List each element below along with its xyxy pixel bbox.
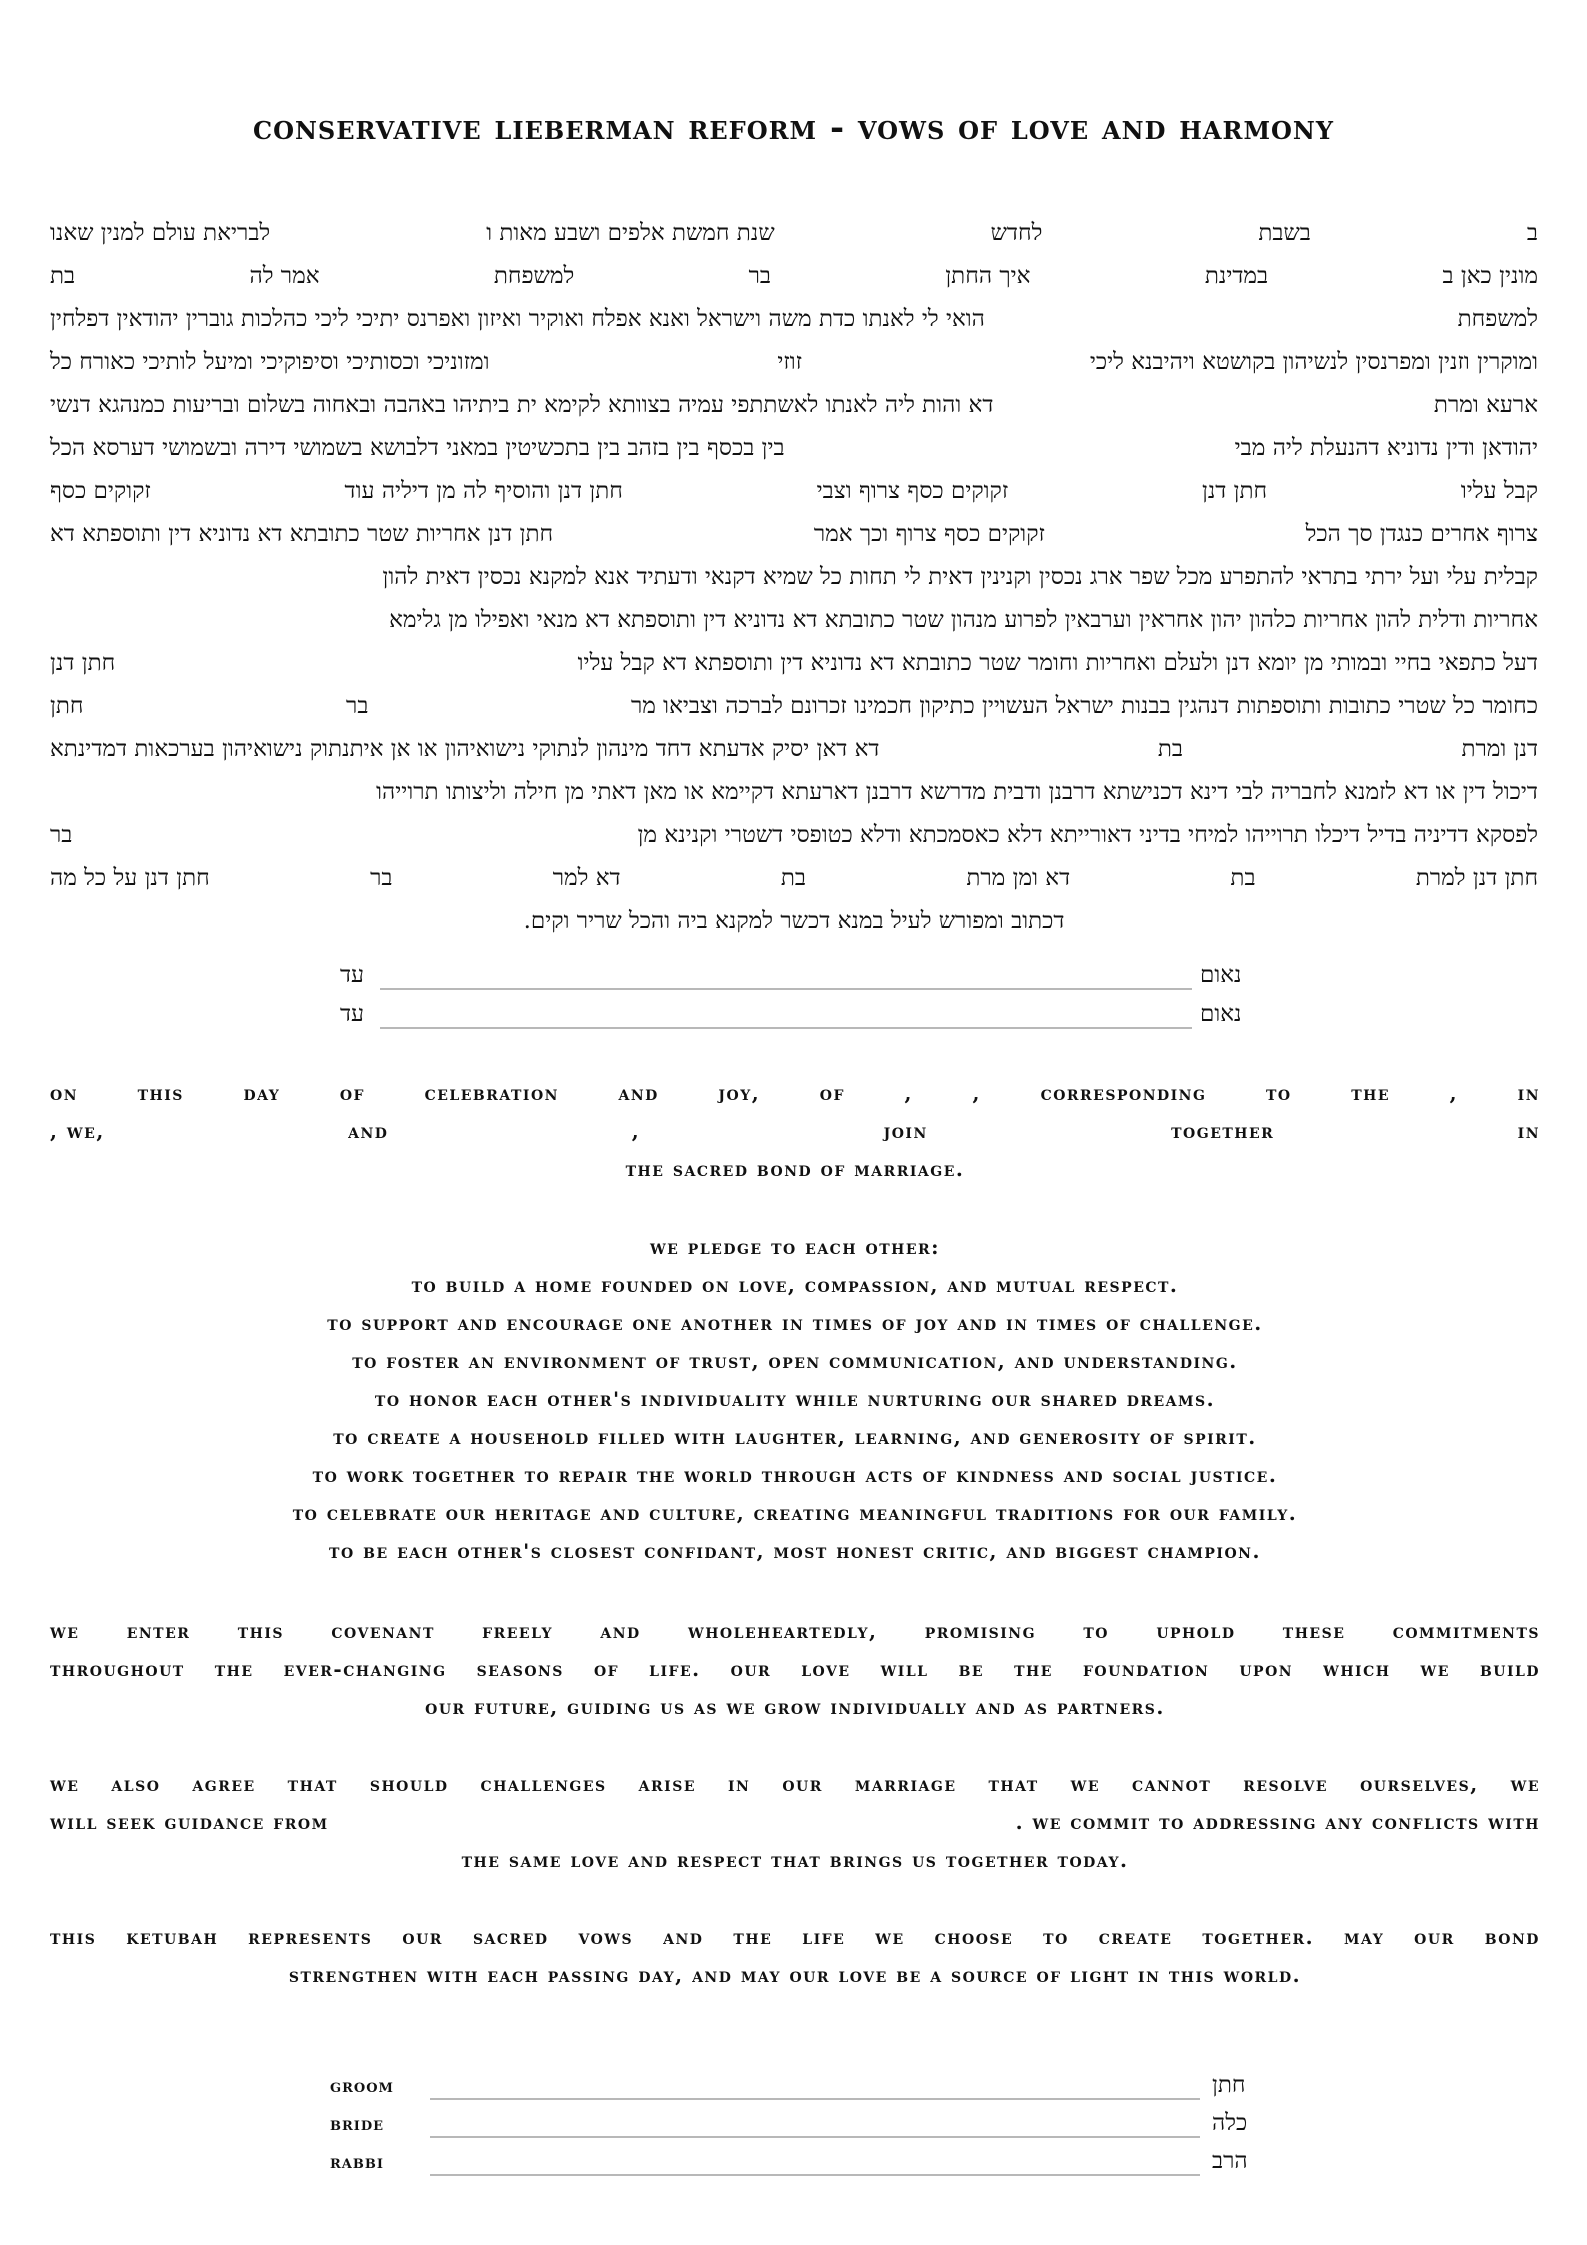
text-segment: resolve [1243, 1772, 1329, 1796]
text-segment: זקוקים כסף צרוף וצבי [816, 478, 1009, 504]
text-segment: חתן דנן על כל מה [50, 865, 210, 891]
text-segment: will seek guidance from [50, 1810, 329, 1834]
text-segment: join [883, 1119, 928, 1143]
text-segment: דנן ומרת [1461, 736, 1539, 762]
text-segment: ארעא ומרת [1433, 392, 1538, 418]
text-segment: the [733, 1925, 773, 1949]
text-segment: בר [50, 822, 73, 848]
text-segment: this [137, 1081, 184, 1105]
text-segment: that [988, 1772, 1039, 1796]
text-segment: upon [1239, 1657, 1294, 1681]
text-segment: דא והות ליה לאנתו לאשתתפי עמיה בצוותא לקימא ית ביתיהו באהבה ובאחוה בשלום ובריעות כמנהגא דנשי [50, 392, 994, 418]
hebrew-line [50, 255, 1538, 298]
text-segment: love [801, 1657, 851, 1681]
text-segment: איך החתן [945, 263, 1031, 289]
signature-groom [0, 2068, 1587, 2106]
text-segment: לפסקא דדיניה בדיל דיכלו תרוייהו למיחי בדיני דאורייתא דלא כאסמכתא ודלא כטופסי דשטרי וקנינא מן [637, 822, 1538, 848]
text-segment: קבלית עלי ועל ירתי בתראי להתפרע מכל שפר ארג נכסין וקנינין דאית לי תחות כל שמיא דקנאי ודעתיד אנא למקנא נכסין דאית להון [382, 564, 1538, 590]
text-segment: strengthen with each passing day, and may our love be a source of light in this world. [288, 1963, 1302, 1987]
covenant-line [50, 1688, 1540, 1726]
text-segment: we [50, 1619, 80, 1643]
text-segment: אחריות ודלית להון אחריות כלהון יהון אחראין וערבאין לפרוע מנהון שטר כתובתא דא נדוניא דין ותוספתא דא מנאי ואפילו מן גלימא [389, 607, 1538, 633]
pledge-item: to work together to repair the world through acts of kindness and social justice. [312, 1463, 1278, 1487]
text-segment: of [819, 1081, 845, 1105]
text-segment: דעל כתפאי בחיי ובמותי מן יומא דנן ולעלם ואחריות וחומר שטר כתובתא דא נדוניא דין ותוספתא דא קבל עליו [577, 650, 1538, 676]
text-segment: corresponding [1040, 1081, 1207, 1105]
text-segment: foundation [1082, 1657, 1210, 1681]
signature-label-he: חתן [1212, 2072, 1246, 2098]
pledge-item: to honor each other's individuality while nurturing our shared dreams. [374, 1387, 1216, 1411]
text-segment: בר [346, 693, 369, 719]
text-segment: and [600, 1619, 641, 1643]
text-segment: our [730, 1657, 772, 1681]
text-segment: חתן דנן [50, 650, 116, 676]
guidance-paragraph [50, 1765, 1540, 1879]
hebrew-line [50, 470, 1538, 513]
text-segment: ketubah [126, 1925, 219, 1949]
document-title: conservative lieberman reform - vows of love and harmony [252, 108, 1335, 148]
witness-label-ed: עד [340, 1001, 365, 1027]
text-segment: בר [370, 865, 393, 891]
text-segment: day [243, 1081, 281, 1105]
text-segment: בין בכסף בין בזהב בין בתכשיטין במאני דלבושא בשמושי דירה ובשמושי דערסא הכל [50, 435, 785, 461]
text-segment: joy, [718, 1081, 761, 1105]
signature-bride [0, 2106, 1587, 2144]
text-segment: commitments [1392, 1619, 1540, 1643]
opening-line [50, 1112, 1540, 1150]
opening-line [50, 1074, 1540, 1112]
hebrew-line [50, 642, 1538, 685]
text-segment: that [287, 1772, 338, 1796]
text-segment: ourselves, [1360, 1772, 1479, 1796]
covenant-paragraph [50, 1612, 1540, 1726]
covenant-line [50, 1612, 1540, 1650]
witness-label-ed: עד [340, 962, 365, 988]
closing-line [50, 1956, 1540, 1994]
text-segment: לחדש [990, 220, 1043, 246]
hebrew-line [50, 384, 1538, 427]
text-segment: דכתוב ומפורש לעיל במנא דכשר למקנא ביה והכל שריר וקים. [523, 908, 1065, 934]
text-segment: create [1098, 1925, 1173, 1949]
text-segment: to [1266, 1081, 1292, 1105]
pledge-section [50, 1228, 1540, 1570]
text-segment: זקוקים כסף צרוף וכך אמר [813, 521, 1045, 547]
signature-label-he: הרב [1212, 2148, 1248, 2174]
text-segment: the sacred bond of marriage. [625, 1157, 965, 1181]
text-segment: דא ומן מרת [966, 865, 1071, 891]
text-segment: vows [578, 1925, 634, 1949]
text-segment: הואי לי לאנתו כדת משה וישראל ואנא אפלח ואוקיר ואיזון ואפרנס יתיכי ליכי כהלכות גוברין יהודאין דפלחין [50, 306, 985, 332]
text-segment: חתן [50, 693, 84, 719]
text-segment: מונין כאן ב [1442, 263, 1539, 289]
text-segment: חתן דנן למרת [1415, 865, 1539, 891]
text-segment: freely [482, 1619, 554, 1643]
text-segment: דיכול דין או דא לזמנא לחבריה לבי דינא דכנישתא דרבנן ודבית מדרשא דרבנן דארעתא דקיימא או מאן דאתי מן חילה וליצותו תרוייהו [376, 779, 1538, 805]
pledge-heading: we pledge to each other: [649, 1235, 941, 1259]
text-segment: we [50, 1772, 80, 1796]
text-segment: ב [1526, 220, 1538, 246]
pledge-item: to be each other's closest confidant, most honest critic, and biggest champion. [329, 1539, 1261, 1563]
text-segment: which [1323, 1657, 1391, 1681]
text-segment: on [50, 1081, 78, 1105]
hebrew-line [50, 341, 1538, 384]
text-segment: cannot [1132, 1772, 1212, 1796]
text-segment: sacred [472, 1925, 549, 1949]
hebrew-ketubah-text [50, 212, 1538, 943]
hebrew-line [50, 513, 1538, 556]
text-segment: the [214, 1657, 254, 1681]
text-segment: our future, guiding us as we grow individually and as partners. [425, 1695, 1165, 1719]
hebrew-line [50, 298, 1538, 341]
text-segment: we [1420, 1657, 1450, 1681]
text-segment: חתן דנן אחריות שטר כתובתא דא נדוניא דין ותוספתא דא [50, 521, 554, 547]
witness-label-neum: נאום [1200, 962, 1242, 988]
hebrew-line [50, 685, 1538, 728]
rabbi-signature-field[interactable] [430, 2174, 1200, 2176]
text-segment: למשפחת [1457, 306, 1538, 332]
text-segment: לבריאת עולם למנין שאנו [50, 220, 271, 246]
text-segment: our [782, 1772, 823, 1796]
text-segment: במדינת [1204, 263, 1269, 289]
hebrew-line [50, 556, 1538, 599]
text-segment: and [618, 1081, 659, 1105]
text-segment: we [1070, 1772, 1101, 1796]
text-segment: our [1414, 1925, 1455, 1949]
text-segment: חתן דנן והוסיף לה מן דיליה עוד [344, 478, 623, 504]
text-segment: קבל עליו [1460, 478, 1539, 504]
text-segment: צרוף אחרים כנגדן סך הכל [1305, 521, 1538, 547]
guidance-line [50, 1803, 1540, 1841]
text-segment: בר [748, 263, 771, 289]
text-segment: the [1014, 1657, 1053, 1681]
text-segment: כחומר כל שטרי כתובות ותוספתות דנהגין בבנות ישראל העשויין כתיקון חכמינו זכרונם לברכה וצביאו מר [630, 693, 1538, 719]
text-segment: should [369, 1772, 449, 1796]
text-segment: choose [934, 1925, 1014, 1949]
hebrew-line [50, 427, 1538, 470]
text-segment: may [1344, 1925, 1385, 1949]
text-segment: בת [1157, 736, 1184, 762]
signature-label-en: bride [330, 2114, 385, 2135]
text-segment: למשפחת [493, 263, 575, 289]
text-segment: בשבת [1258, 220, 1311, 246]
text-segment: enter [126, 1619, 191, 1643]
closing-paragraph [50, 1918, 1540, 1994]
closing-line [50, 1918, 1540, 1956]
opening-line [50, 1150, 1540, 1188]
signature-label-en: groom [330, 2076, 394, 2097]
hebrew-line [50, 599, 1538, 642]
witness-signature-field[interactable] [380, 988, 1192, 990]
text-segment: , [631, 1119, 641, 1143]
text-segment: יהודאן ודין נדוניא דהנעלת ליה מבי [1234, 435, 1538, 461]
text-segment: of [339, 1081, 365, 1105]
text-segment: the [1351, 1081, 1391, 1105]
text-segment: celebration [424, 1081, 559, 1105]
text-segment: wholeheartedly, [687, 1619, 878, 1643]
text-segment: דא למר [552, 865, 621, 891]
bride-signature-field[interactable] [430, 2136, 1200, 2138]
hebrew-line [50, 857, 1538, 900]
text-segment: bond [1484, 1925, 1540, 1949]
text-segment: to [1043, 1925, 1069, 1949]
text-segment: דא דאן יסיק אדעתא דחד מינהון לנתוקי נישואיהון או אן איתנתוק נישואיהון בערכאות דמדינתא [50, 736, 880, 762]
text-segment: בת [1230, 865, 1256, 891]
text-segment: we [875, 1925, 905, 1949]
text-segment: in [1517, 1119, 1541, 1143]
text-segment: arise [638, 1772, 696, 1796]
text-segment: to [1083, 1619, 1109, 1643]
text-segment: covenant [331, 1619, 435, 1643]
witness-signature-field[interactable] [380, 1027, 1192, 1029]
pledge-item: to foster an environment of trust, open communication, and understanding. [352, 1349, 1238, 1373]
text-segment: our [402, 1925, 443, 1949]
text-segment: also [111, 1772, 161, 1796]
groom-signature-field[interactable] [430, 2098, 1200, 2100]
text-segment: agree [192, 1772, 256, 1796]
hebrew-line [50, 900, 1538, 943]
text-segment: seasons [476, 1657, 564, 1681]
pledge-item: to celebrate our heritage and culture, creating meaningful traditions for our family. [292, 1501, 1298, 1525]
text-segment: together. [1202, 1925, 1315, 1949]
text-segment: the same love and respect that brings us together today. [461, 1848, 1129, 1872]
text-segment: of [593, 1657, 620, 1681]
text-segment: this [237, 1619, 285, 1643]
text-segment: אמר לה [249, 263, 320, 289]
hebrew-line [50, 771, 1538, 814]
text-segment: בת [780, 865, 807, 891]
text-segment: and [663, 1925, 704, 1949]
text-segment: , [1449, 1081, 1459, 1105]
text-segment: זוזי [777, 349, 803, 375]
text-segment: , [904, 1081, 913, 1105]
text-segment: be [958, 1657, 985, 1681]
text-segment: . we commit to addressing any conflicts with [1015, 1810, 1540, 1834]
guidance-line [50, 1765, 1540, 1803]
covenant-line [50, 1650, 1540, 1688]
text-segment: חתן דנן [1201, 478, 1268, 504]
witness-label-neum: נאום [1200, 1001, 1242, 1027]
text-segment: challenges [480, 1772, 607, 1796]
text-segment: ומוקרין וזנין ומפרנסין לנשיהון בקושטא ויהיבנא ליכי [1089, 349, 1539, 375]
text-segment: life. [649, 1657, 701, 1681]
pledge-item: to create a household filled with laughter, learning, and generosity of spirit. [333, 1425, 1257, 1449]
signature-label-en: rabbi [330, 2152, 384, 2173]
hebrew-line [50, 814, 1538, 857]
text-segment: throughout [50, 1657, 185, 1681]
pledge-item: to support and encourage one another in times of joy and in times of challenge. [327, 1311, 1263, 1335]
guidance-line [50, 1841, 1540, 1879]
pledge-item: to build a home founded on love, compassion, and mutual respect. [411, 1273, 1179, 1297]
text-segment: , we, [50, 1119, 105, 1143]
text-segment: and [348, 1119, 389, 1143]
hebrew-line [50, 728, 1538, 771]
text-segment: , [972, 1081, 981, 1105]
text-segment: build [1479, 1657, 1541, 1681]
signature-rabbi [0, 2144, 1587, 2182]
text-segment: we [1510, 1772, 1541, 1796]
english-opening-paragraph [50, 1074, 1540, 1188]
text-segment: these [1282, 1619, 1346, 1643]
text-segment: in [1517, 1081, 1541, 1105]
text-segment: this [50, 1925, 97, 1949]
text-segment: marriage [854, 1772, 957, 1796]
text-segment: ever-changing [283, 1657, 447, 1681]
text-segment: uphold [1156, 1619, 1236, 1643]
text-segment: in [727, 1772, 751, 1796]
text-segment: שנת חמשת אלפים ושבע מאות ו [486, 220, 775, 246]
text-segment: together [1171, 1119, 1275, 1143]
text-segment: will [880, 1657, 929, 1681]
text-segment: זקוקים כסף [50, 478, 151, 504]
hebrew-line [50, 212, 1538, 255]
signature-label-he: כלה [1212, 2110, 1248, 2136]
text-segment: ומזוניכי וכסותיכי וסיפוקיכי ומיעל לותיכי כאורח כל [50, 349, 490, 375]
text-segment: בת [50, 263, 76, 289]
text-segment: promising [924, 1619, 1037, 1643]
text-segment: life [802, 1925, 846, 1949]
text-segment: represents [248, 1925, 373, 1949]
